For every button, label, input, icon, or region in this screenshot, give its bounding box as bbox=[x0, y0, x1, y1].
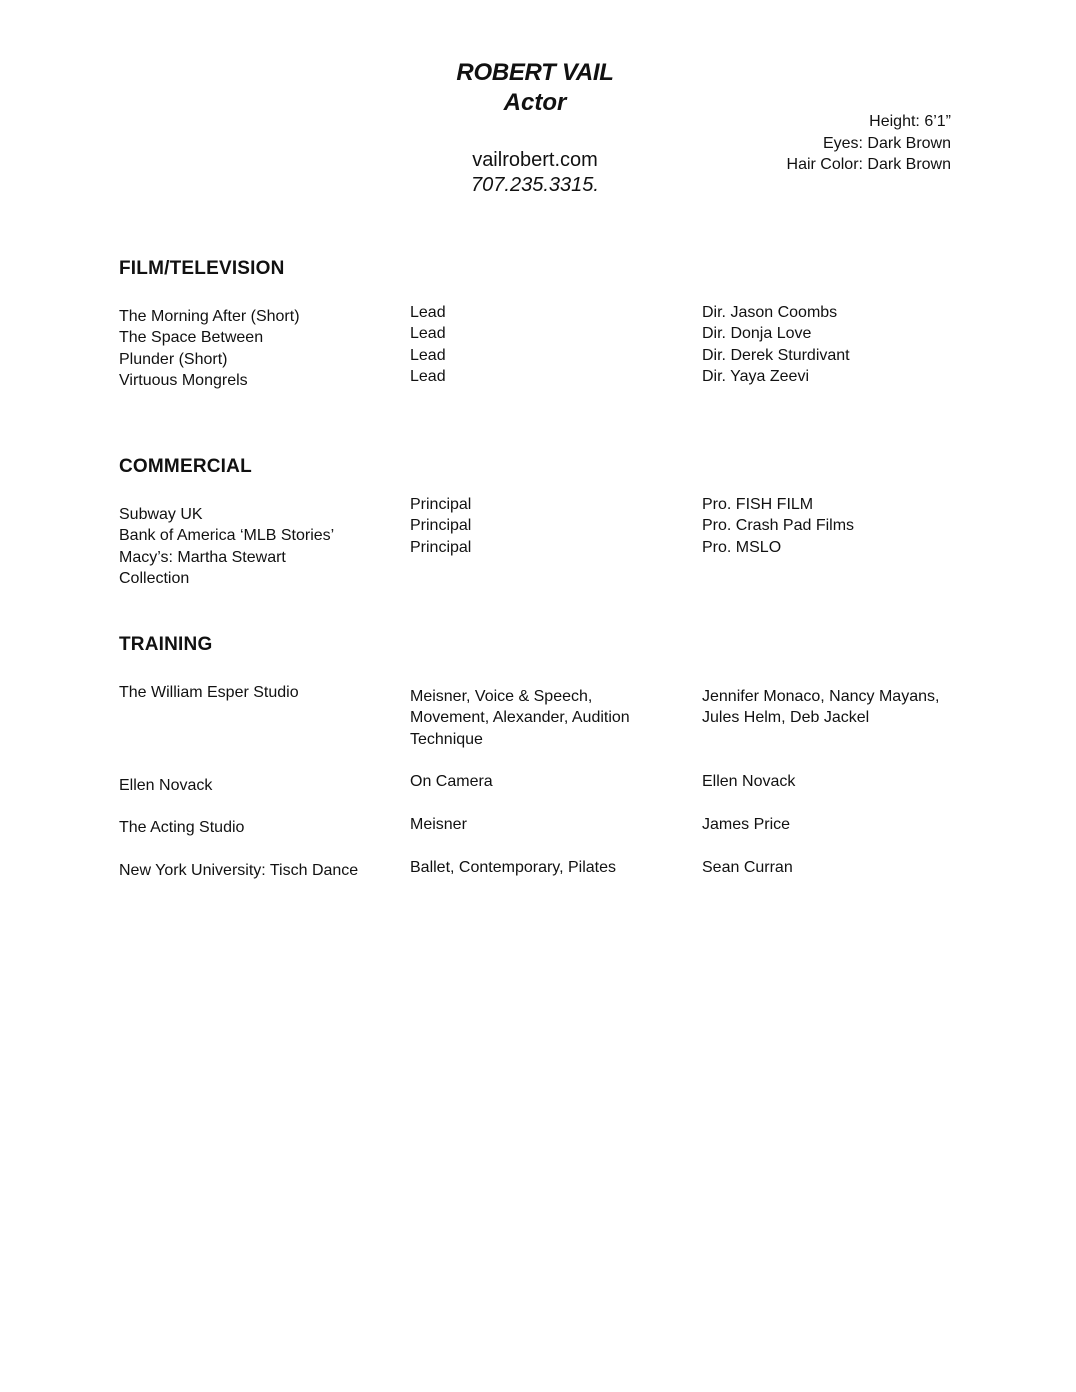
list-item: Jennifer Monaco, Nancy Mayans, bbox=[702, 688, 940, 705]
training-subjects bbox=[410, 686, 630, 750]
training-teachers: Ellen Novack bbox=[702, 773, 796, 790]
commercial-titles bbox=[119, 504, 334, 589]
training-subjects: Ballet, Contemporary, Pilates bbox=[410, 859, 617, 876]
website-link[interactable]: vailrobert.com bbox=[472, 149, 598, 171]
training-teachers bbox=[702, 686, 939, 729]
list-item: Subway UK bbox=[119, 506, 203, 523]
training-teachers: James Price bbox=[702, 816, 791, 833]
list-item: Bank of America ‘MLB Stories’ bbox=[119, 527, 335, 545]
commercial-heading: COMMERCIAL bbox=[119, 456, 252, 477]
list-item: Principal bbox=[410, 538, 472, 556]
list-item: The Morning After (Short) bbox=[119, 308, 300, 325]
training-subjects: On Camera bbox=[410, 773, 493, 790]
list-item: Dir. Derek Sturdivant bbox=[702, 346, 850, 364]
list-item: Plunder (Short) bbox=[119, 350, 228, 368]
hair-stat: Hair Color: Dark Brown bbox=[786, 156, 951, 173]
list-item: Lead bbox=[410, 325, 446, 343]
list-item: Lead bbox=[410, 304, 446, 321]
list-item: Pro. Crash Pad Films bbox=[702, 517, 855, 535]
training-heading: TRAINING bbox=[119, 634, 213, 655]
list-item: Dir. Jason Coombs bbox=[702, 304, 838, 321]
training-school: New York University: Tisch Dance bbox=[119, 862, 359, 879]
phone-number: 707.235.3315. bbox=[471, 174, 599, 196]
training-subjects: Meisner bbox=[410, 816, 467, 833]
actor-name: ROBERT VAIL bbox=[456, 59, 614, 86]
list-item: Pro. FISH FILM bbox=[702, 496, 814, 513]
list-item: Jules Helm, Deb Jackel bbox=[702, 709, 870, 727]
list-item: Principal bbox=[410, 517, 472, 535]
film-roles bbox=[410, 302, 446, 387]
list-item: The Space Between bbox=[119, 329, 264, 347]
list-item: Collection bbox=[119, 569, 190, 587]
list-item: Virtuous Mongrels bbox=[119, 371, 248, 389]
list-item: Dir. Yaya Zeevi bbox=[702, 367, 810, 385]
training-school: The William Esper Studio bbox=[119, 684, 299, 701]
list-item: Lead bbox=[410, 346, 446, 364]
film-titles bbox=[119, 306, 300, 391]
physical-stats bbox=[787, 111, 951, 176]
list-item: Technique bbox=[410, 730, 483, 748]
list-item: Principal bbox=[410, 496, 472, 513]
training-school: Ellen Novack bbox=[119, 777, 213, 794]
film-heading: FILM/TELEVISION bbox=[119, 258, 285, 279]
eyes-stat: Eyes: Dark Brown bbox=[822, 134, 951, 152]
list-item: Meisner, Voice & Speech, bbox=[410, 688, 593, 705]
commercial-roles bbox=[410, 494, 471, 558]
list-item: Dir. Donja Love bbox=[702, 325, 812, 343]
height-stat: Height: 6’1” bbox=[869, 113, 951, 130]
commercial-producers bbox=[702, 494, 854, 558]
training-teachers: Sean Curran bbox=[702, 859, 793, 876]
list-item: Pro. MSLO bbox=[702, 538, 782, 556]
training-school: The Acting Studio bbox=[119, 819, 245, 836]
film-directors bbox=[702, 302, 850, 387]
actor-role: Actor bbox=[503, 89, 567, 116]
list-item: Macy’s: Martha Stewart bbox=[119, 548, 286, 566]
list-item: Lead bbox=[410, 367, 446, 385]
list-item: Movement, Alexander, Audition bbox=[410, 709, 630, 727]
